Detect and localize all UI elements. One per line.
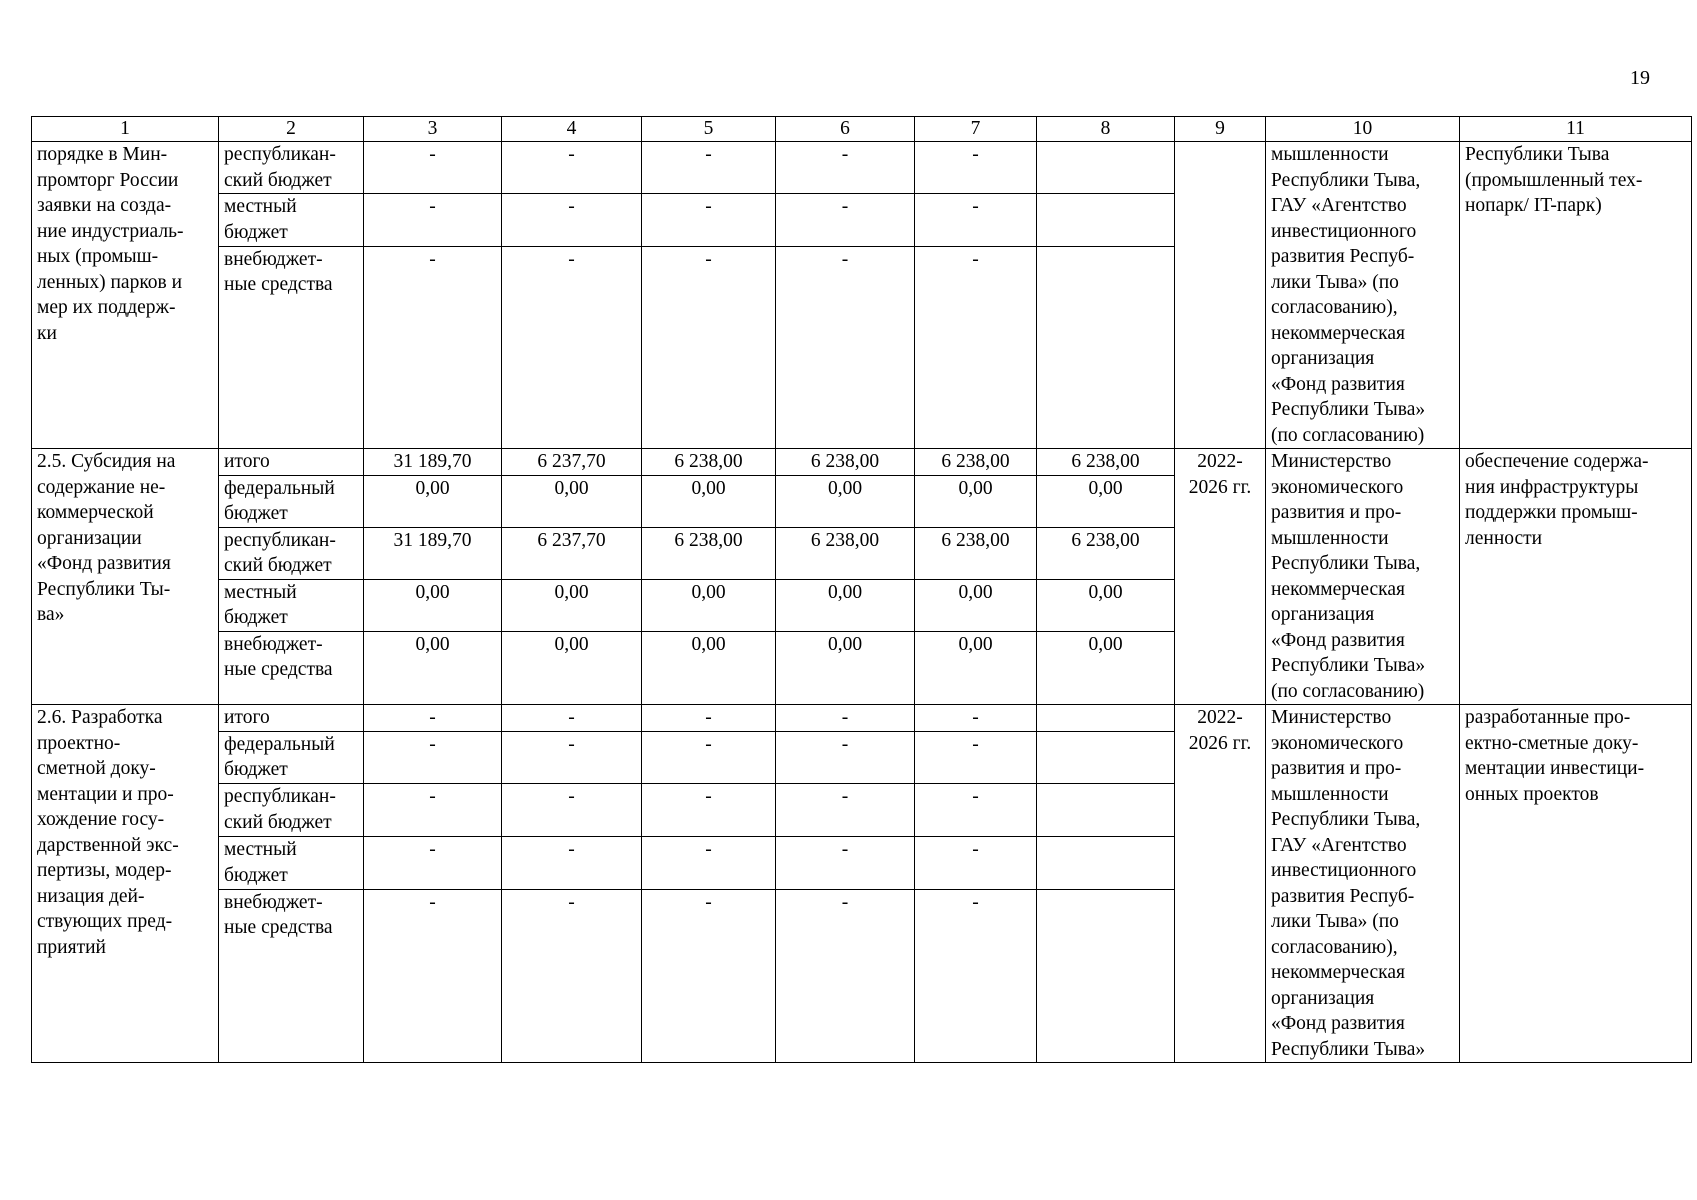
value-cell: - [776,731,915,784]
value-cell [1037,889,1175,1062]
value-cell: 0,00 [364,631,502,704]
value-cell [1037,784,1175,837]
value-cell: - [364,889,502,1062]
funding-source: республикан- ский бюджет [219,527,364,579]
value-cell: - [642,142,776,194]
value-cell: 31 189,70 [364,527,502,579]
value-cell: 6 237,70 [502,527,642,579]
value-cell: - [502,731,642,784]
value-cell: - [364,705,502,732]
activity-name: порядке в Мин- промторг России заявки на созда- ние индустриаль- ных (промыш- ленных) парков и мер их поддерж- ки [32,142,219,449]
value-cell: 0,00 [1037,475,1175,527]
value-cell: - [642,837,776,890]
funding-source: республикан- ский бюджет [219,784,364,837]
funding-source: внебюджет- ные средства [219,246,364,448]
value-cell: - [502,142,642,194]
value-cell: - [776,837,915,890]
value-cell: 0,00 [364,579,502,631]
value-cell: 0,00 [364,475,502,527]
page-number: 19 [1630,67,1650,89]
header-cell: 11 [1460,117,1692,142]
table-row [32,142,1692,194]
value-cell: 6 238,00 [1037,449,1175,476]
value-cell [1037,705,1175,732]
value-cell: - [915,889,1037,1062]
value-cell: 31 189,70 [364,449,502,476]
value-cell: 6 237,70 [502,449,642,476]
value-cell: 0,00 [502,475,642,527]
value-cell [1037,194,1175,246]
value-cell: 0,00 [502,579,642,631]
value-cell: 0,00 [1037,631,1175,704]
period-cell: 2022- 2026 гг. [1175,449,1266,705]
value-cell [1037,142,1175,194]
value-cell: - [502,194,642,246]
funding-source: федеральный бюджет [219,475,364,527]
value-cell: - [502,246,642,448]
period-cell [1175,142,1266,449]
header-cell: 7 [915,117,1037,142]
value-cell: 0,00 [642,475,776,527]
value-cell: 0,00 [776,631,915,704]
header-cell: 3 [364,117,502,142]
value-cell: - [915,194,1037,246]
value-cell: 6 238,00 [642,449,776,476]
value-cell: - [502,889,642,1062]
funding-source: местный бюджет [219,579,364,631]
value-cell: - [502,784,642,837]
value-cell: - [364,194,502,246]
budget-table [31,116,1692,1063]
value-cell: - [642,194,776,246]
value-cell: - [915,246,1037,448]
value-cell: 0,00 [776,579,915,631]
activity-name: 2.5. Субсидия на содержание не- коммерческой организации «Фонд развития Республики Ты- ва» [32,449,219,705]
result-cell: Республики Тыва (промышленный тех- нопарк/ IT-парк) [1460,142,1692,449]
value-cell: - [776,246,915,448]
value-cell: - [364,246,502,448]
funding-source: федеральный бюджет [219,731,364,784]
value-cell: - [776,705,915,732]
header-row [32,117,1692,142]
executor-cell: Министерство экономического развития и про- мышленности Республики Тыва, некоммерческая организация «Фонд развития Республики Тыва» (по согласованию) [1266,449,1460,705]
value-cell: 0,00 [776,475,915,527]
funding-source: местный бюджет [219,194,364,246]
value-cell: - [642,705,776,732]
header-cell: 6 [776,117,915,142]
value-cell: - [915,705,1037,732]
value-cell: - [502,837,642,890]
value-cell: - [915,142,1037,194]
value-cell: - [776,194,915,246]
value-cell: 6 238,00 [642,527,776,579]
value-cell: 0,00 [1037,579,1175,631]
activity-name: 2.6. Разработка проектно- сметной доку- ментации и про- хождение госу- дарственной экс- пертизы, модер- низация дей- ствующих пред- приятий [32,705,219,1063]
value-cell: 6 238,00 [776,527,915,579]
value-cell [1037,837,1175,890]
value-cell [1037,246,1175,448]
table-row [32,449,1692,476]
funding-source: итого [219,705,364,732]
header-cell: 9 [1175,117,1266,142]
value-cell: 0,00 [915,631,1037,704]
funding-source: итого [219,449,364,476]
value-cell: - [642,889,776,1062]
value-cell: - [776,142,915,194]
header-cell: 2 [219,117,364,142]
funding-source: местный бюджет [219,837,364,890]
value-cell: 0,00 [915,579,1037,631]
table-row [32,705,1692,732]
value-cell: 6 238,00 [1037,527,1175,579]
value-cell: - [915,837,1037,890]
value-cell: - [642,246,776,448]
value-cell [1037,731,1175,784]
result-cell: обеспечение содержа- ния инфраструктуры поддержки промыш- ленности [1460,449,1692,705]
funding-source: внебюджет- ные средства [219,889,364,1062]
value-cell: - [364,837,502,890]
value-cell: - [502,705,642,732]
header-cell: 5 [642,117,776,142]
value-cell: - [364,784,502,837]
header-cell: 1 [32,117,219,142]
value-cell: - [915,784,1037,837]
value-cell: - [642,784,776,837]
value-cell: - [915,731,1037,784]
value-cell: - [776,784,915,837]
value-cell: 0,00 [642,631,776,704]
value-cell: - [642,731,776,784]
executor-cell: мышленности Республики Тыва, ГАУ «Агентство инвестиционного развития Респуб- лики Тыва» (по согласованию), некоммерческая организация «Фонд развития Республики Тыва» (по согласованию) [1266,142,1460,449]
funding-source: внебюджет- ные средства [219,631,364,704]
value-cell: 0,00 [642,579,776,631]
value-cell: - [364,731,502,784]
header-cell: 10 [1266,117,1460,142]
value-cell: - [364,142,502,194]
value-cell: 0,00 [915,475,1037,527]
header-cell: 8 [1037,117,1175,142]
value-cell: 6 238,00 [776,449,915,476]
value-cell: - [776,889,915,1062]
value-cell: 6 238,00 [915,527,1037,579]
value-cell: 6 238,00 [915,449,1037,476]
value-cell: 0,00 [502,631,642,704]
period-cell: 2022- 2026 гг. [1175,705,1266,1063]
header-cell: 4 [502,117,642,142]
executor-cell: Министерство экономического развития и про- мышленности Республики Тыва, ГАУ «Агентство инвестиционного развития Респуб- лики Тыва» (по согласованию), некоммерческая организация «Фонд развития Республики Тыва» [1266,705,1460,1063]
funding-source: республикан- ский бюджет [219,142,364,194]
result-cell: разработанные про- ектно-сметные доку- ментации инвестици- онных проектов [1460,705,1692,1063]
